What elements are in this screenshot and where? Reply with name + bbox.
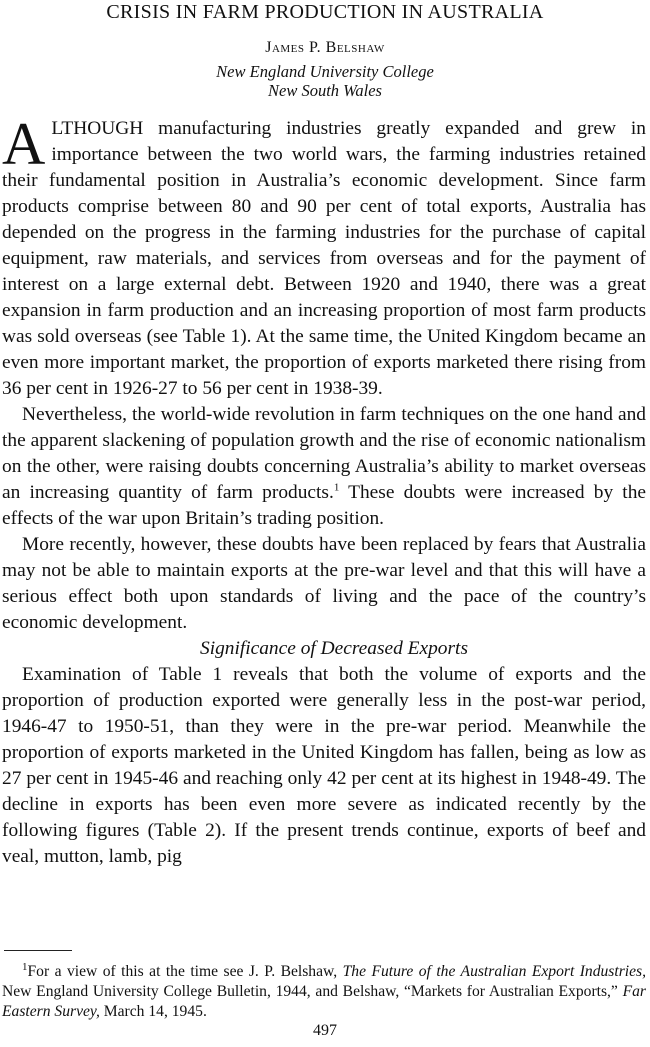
paragraph-2 [2, 402, 646, 532]
footnote-text-b: New England University College Bulletin, 1944, and Belshaw, “Markets for Australian Exports,” [2, 983, 623, 1000]
author-name [0, 38, 650, 58]
affiliation-line-1: New England University College [216, 62, 434, 81]
paragraph-4 [2, 662, 646, 870]
footnote-text-a: For a view of this at the time see J. P. Belshaw, [27, 963, 343, 980]
drop-cap: A [2, 111, 46, 177]
footnote-divider [4, 950, 72, 951]
footnote-title-b: Far Eastern Survey, [2, 983, 646, 1020]
paragraph-3 [2, 532, 646, 636]
paragraph-3-text: More recently, however, these doubts have been replaced by fears that Australia may not be able to maintain exports at the pre-war level and that this will have a serious effect both upon standards of living and the pace of the country’s economic development. [2, 534, 646, 633]
paragraph-1 [2, 111, 646, 402]
article-title: CRISIS IN FARM PRODUCTION IN AUSTRALIA [106, 1, 544, 23]
paragraph-2-text-cont: These doubts were increased by the effects of the war upon Britain’s trading position. [2, 482, 646, 529]
paragraph-2-text: Nevertheless, the world-wide revolution in farm techniques on the one hand and the apparent slackening of population growth and the rise of economic nationalism on the other, were raising doubts concerning Australia’s ability to market overseas an increasing quantity of farm products. [2, 404, 646, 503]
author-name-text: James P. Belshaw [265, 39, 385, 56]
article-body [2, 111, 646, 870]
affiliation-line-2: New South Wales [268, 81, 382, 100]
paragraph-4-text: Examination of Table 1 reveals that both the volume of exports and the proportion of production exported were generally less in the post-war period, 1946-47 to 1950-51, than they were in the pre-war period. Meanwhile the proportion of exports marketed in the United Kingdom has fallen, being as low as 27 per cent in 1945-46 and reaching only 42 per cent at its highest in 1948-49. The decline in exports has been even more severe as indicated recently by the following figures (Table 2). If the present trends continue, exports of beef and veal, mutton, lamb, pig [2, 664, 646, 867]
footnote-text-c: March 14, 1945. [99, 1003, 207, 1020]
footnote-marker: 1 [22, 960, 28, 973]
footnote-reference[interactable]: 1 [333, 481, 340, 494]
paragraph-1-text: LTHOUGH manufacturing industries greatly expanded and grew in importance between the two world wars, the farming industries retained their fundamental position in Australia’s economic development. Since farm products comprise between 80 and 90 per cent of total exports, Australia has depended on the progress in the farming industries for the purchase of capital equipment, raw materials, and services from overseas and for the payment of interest on a large external debt. Between 1920 and 1940, there was a great expansion in farm production and an increasing proportion of most farm products was sold overseas (see Table 1). At the same time, the United Kingdom became an even more important market, the proportion of exports marketed there rising from 36 per cent in 1926-27 to 56 per cent in 1938-39. [2, 118, 646, 399]
footnote-title-a: The Future of the Australian Export Industries, [342, 963, 646, 980]
footnote [2, 962, 646, 1022]
section-heading: Significance of Decreased Exports [200, 638, 468, 659]
page-number: 497 [313, 1022, 337, 1039]
